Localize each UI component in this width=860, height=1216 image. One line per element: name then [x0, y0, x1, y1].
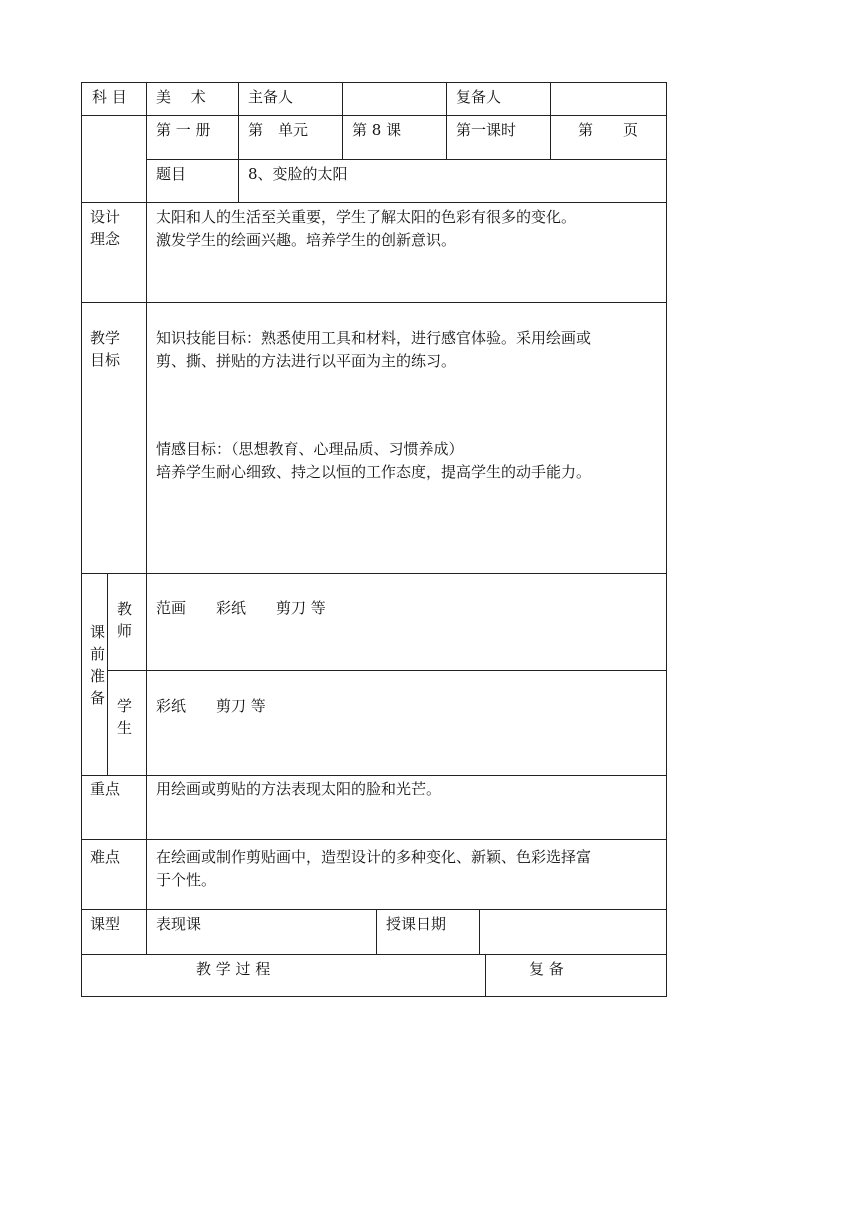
rule-header-bottom: [81, 115, 667, 116]
rule-col-3: [342, 82, 343, 160]
rule-col-5: [550, 82, 551, 160]
student-items: 彩纸 剪刀 等: [156, 697, 266, 715]
rule-keypoint-bottom: [81, 839, 667, 840]
knowledge-goal-line-1: 知识技能目标：熟悉使用工具和材料，进行感官体验。采用绘画或: [156, 329, 592, 347]
difficulty-line-1: 在绘画或制作剪贴画中，造型设计的多种变化、新颖、色彩选择富: [156, 848, 592, 866]
subject-value: 美 术: [156, 88, 206, 106]
teaching-process-label: 教 学 过 程: [196, 960, 271, 978]
teaching-date-label: 授课日期: [386, 915, 447, 933]
unit-cell: 第 单元: [248, 121, 309, 139]
emotion-goal-line-2: 培养学生耐心细致、持之以恒的工作态度，提高学生的动手能力。: [156, 463, 592, 481]
lead-preparer-label: 主备人: [248, 88, 294, 106]
rule-date-mid: [479, 909, 480, 955]
topic-value: 8、变脸的太阳: [248, 165, 348, 183]
student-label: 学生: [117, 697, 133, 737]
rule-col-4: [446, 82, 447, 160]
difficulty-label: 难点: [90, 848, 121, 866]
teacher-label: 教师: [117, 600, 133, 640]
rule-type-bottom: [81, 954, 667, 955]
design-line-2: 激发学生的绘画兴趣。培养学生的创新意识。: [156, 231, 457, 249]
rule-topic-bottom: [81, 202, 667, 203]
rule-prep-bottom: [81, 775, 667, 776]
topic-label: 题目: [156, 165, 187, 183]
emotion-goal-line-1: 情感目标：（思想教育、心理品质、习惯养成）: [156, 440, 464, 458]
teaching-goals-label: 教学目标: [90, 329, 121, 369]
design-concept-label: 设计理念: [90, 208, 121, 248]
rule-label-column: [146, 82, 147, 954]
rule-col-2: [238, 82, 239, 203]
rule-left: [81, 82, 82, 997]
page-cell: 第 页: [578, 121, 639, 139]
lesson-cell: 第 8 课: [352, 121, 402, 139]
design-line-1: 太阳和人的生活至关重要，学生了解太阳的色彩有很多的变化。: [156, 208, 577, 226]
rule-teacher-bottom: [107, 670, 667, 671]
period-cell: 第一课时: [456, 121, 517, 139]
knowledge-goal-line-2: 剪、撕、拼贴的方法进行以平面为主的练习。: [156, 352, 457, 370]
rule-bottom: [81, 996, 667, 997]
rule-design-bottom: [81, 302, 667, 303]
rule-goals-bottom: [81, 573, 667, 574]
rule-process-mid: [485, 954, 486, 997]
key-point-value: 用绘画或剪贴的方法表现太阳的脸和光芒。: [156, 780, 442, 798]
volume-cell: 第 一 册: [156, 121, 211, 139]
rule-difficulty-bottom: [81, 909, 667, 910]
prep-label: 课前准备: [90, 623, 106, 707]
rule-top: [81, 82, 667, 83]
rule-book-bottom: [146, 159, 667, 160]
co-preparer-label: 复备人: [456, 88, 502, 106]
subject-label: 科 目: [92, 88, 127, 106]
rule-type-mid: [376, 909, 377, 955]
rule-right: [666, 82, 667, 997]
teacher-items: 范画 彩纸 剪刀 等: [156, 599, 326, 617]
difficulty-line-2: 于个性。: [156, 871, 217, 889]
key-point-label: 重点: [90, 780, 121, 798]
review-label: 复 备: [529, 960, 564, 978]
lesson-type-label: 课型: [90, 915, 121, 933]
lesson-type-value: 表现课: [156, 915, 202, 933]
